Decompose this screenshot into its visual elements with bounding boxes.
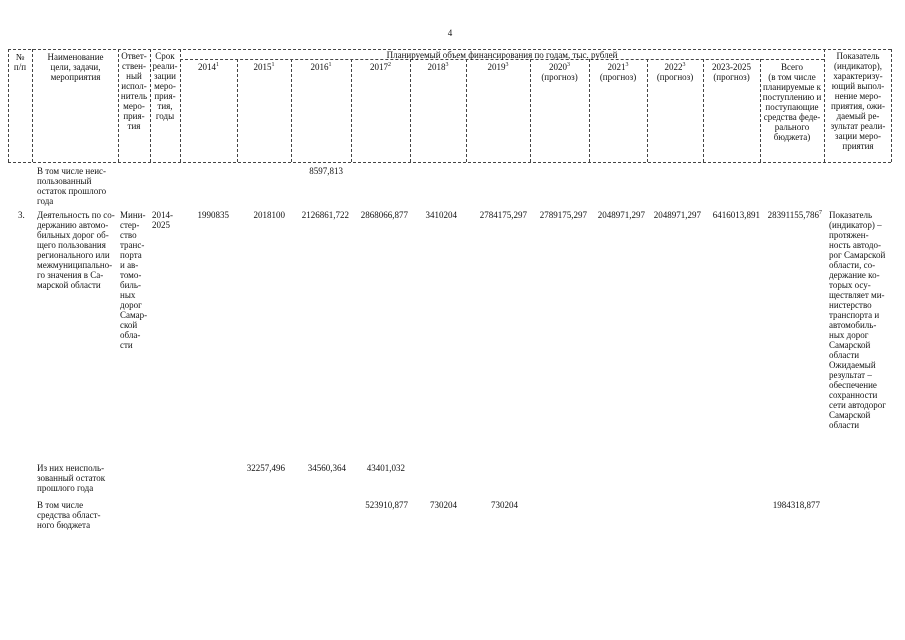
value-2016: 2126861,722 — [301, 210, 349, 220]
header-planned-financing: Планируемый объем финансирования по годам, тыс. рублей — [386, 50, 618, 60]
header-year-2022: 2022$^3$ (прогноз) — [656, 62, 694, 82]
header-total: Всего (в том числе планируемые к поступлению и поступающие средства феде- рального бюджета) — [762, 62, 822, 142]
header-year-2016: 2016$^1$ — [310, 62, 332, 72]
value-2017: 43401,032 — [366, 463, 405, 473]
header-year-2018: 2018$^3$ — [427, 62, 449, 72]
value-2021: 2048971,297 — [597, 210, 645, 220]
value-2019: 730204 — [491, 500, 518, 510]
value-2017: 2868066,877 — [360, 210, 408, 220]
value-2018: 3410204 — [425, 210, 457, 220]
row-indicator: Показатель (индикатор) – протяжен- ность автодо- рог Самарской области, со- держание ко- торых осу- ществляет ми- нистерство транспорта и автомобиль- ных дорог Самарской области Ожидаемый результат – обеспечение сохранности сети автодорог Самарской области — [829, 210, 886, 430]
row-number: 3. — [18, 210, 25, 220]
value-2015: 32257,496 — [246, 463, 285, 473]
header-responsible: Ответ- ствен- ный испол- нитель меро- прия- тия — [120, 51, 148, 131]
header-year-2019: 2019$^3$ — [487, 62, 509, 72]
header-indicator: Показатель (индикатор), характеризу- ющий выпол- нение меро- приятия, ожи- даемый ре- зультат реали- зации меро- приятия — [830, 51, 886, 151]
row-term: 2014- 2025 — [152, 210, 173, 230]
header-year-2021: 2021$^3$ (прогноз) — [599, 62, 637, 82]
header-year-2015: 2015$^1$ — [253, 62, 275, 72]
value-2022: 2048971,297 — [653, 210, 701, 220]
header-year-2017: 2017$^2$ — [370, 62, 391, 72]
value-2017: 523910,877 — [365, 500, 408, 510]
value-2016: 8597,813 — [309, 166, 343, 176]
value-2015: 2018100 — [253, 210, 285, 220]
row-name: Из них неисполь- зованный остаток прошлого года — [37, 463, 106, 493]
row-responsible: Мини- стер- ство транс- порта и ав- томо- биль- ных дорог Самар- ской обла- сти — [120, 210, 148, 350]
value-2019: 2784175,297 — [479, 210, 527, 220]
row-name: Деятельность по со- держанию автомо- бильных дорог об- щего пользования регионального или межмуниципально- го значения в Са- марской области — [37, 210, 115, 290]
value-total: 28391155,786$^7$ — [767, 210, 822, 220]
header-term: Срок реали- зации меро- прия- тия, годы — [152, 51, 178, 121]
header-year-2020: 2020$^3$ (прогноз) — [541, 62, 578, 82]
value-total: 1984318,877 — [772, 500, 820, 510]
header-number: № п/п — [13, 52, 27, 72]
value-2023-2025: 6416013,891 — [712, 210, 760, 220]
header-name: Наименование цели, задачи, мероприятия — [47, 52, 104, 82]
value-2020: 2789175,297 — [539, 210, 587, 220]
header-year-2023-2025: 2023-2025 (прогноз) — [712, 62, 751, 82]
page-number: 4 — [447, 28, 453, 38]
value-2014: 1990835 — [197, 210, 229, 220]
row-name: В том числе неис- пользованный остаток прошлого года — [37, 166, 107, 206]
header-year-2014: 2014$^1$ — [198, 62, 219, 72]
value-2018: 730204 — [430, 500, 457, 510]
value-2016: 34560,364 — [307, 463, 346, 473]
row-name: В том числе средства област- ного бюджета — [37, 500, 101, 530]
